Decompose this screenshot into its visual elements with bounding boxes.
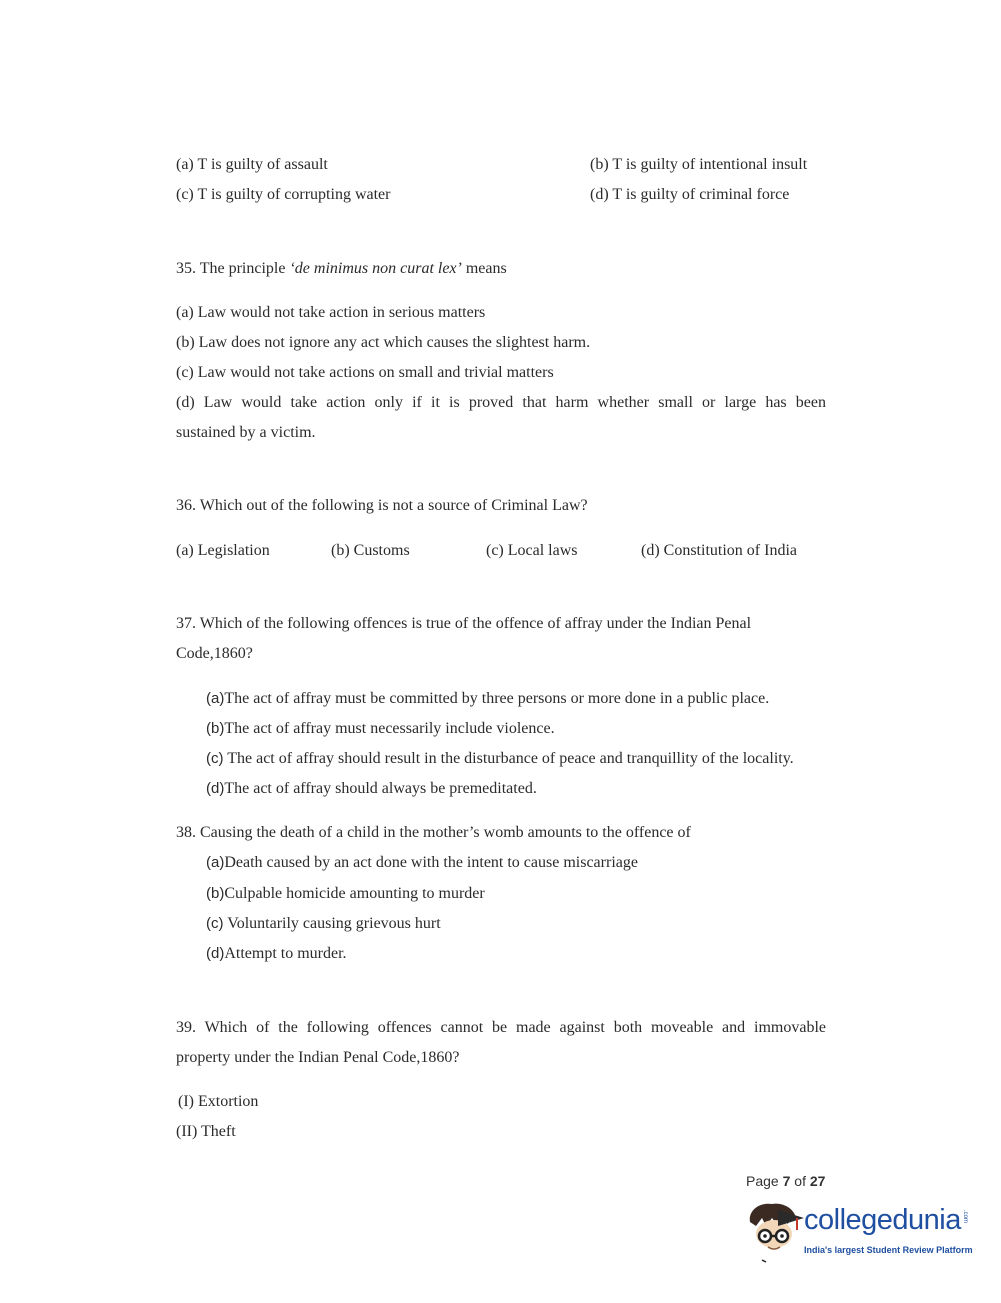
- q37-option-a: [206, 689, 769, 709]
- q37-option-c: [206, 749, 794, 769]
- q36-question: 36. Which out of the following is not a source of Criminal Law?: [176, 497, 588, 514]
- q38-option-a-label: (a): [206, 854, 225, 871]
- q35-prefix: 35. The principle: [176, 260, 290, 277]
- q35-option-c: (c) Law would not take actions on small and trivial matters: [176, 364, 554, 381]
- prev-option-c: (c) T is guilty of corrupting water: [176, 186, 391, 203]
- q38-option-c-text: Voluntarily causing grievous hurt: [223, 915, 441, 932]
- q35-question: [176, 259, 507, 279]
- brand-com: .com: [962, 1210, 968, 1224]
- q39-question-line1: 39. Which of the following offences cannot be made against both moveable and immovable: [176, 1019, 826, 1036]
- q37-option-c-text: The act of affray should result in the disturbance of peace and tranquillity of the locality.: [223, 750, 794, 767]
- q38-option-c: [206, 914, 441, 934]
- q38-option-b: [206, 884, 485, 904]
- q36-option-c: (c) Local laws: [486, 542, 578, 559]
- q37-option-d-text: The act of affray should always be premeditated.: [224, 780, 537, 797]
- q35-option-d-line1: (d) Law would take action only if it is proved that harm whether small or large has been: [176, 394, 826, 411]
- q38-option-a-text: Death caused by an act done with the intent to cause miscarriage: [224, 854, 638, 871]
- prev-option-d: (d) T is guilty of criminal force: [590, 186, 790, 203]
- mascot-icon: [744, 1200, 806, 1270]
- q36-option-a: (a) Legislation: [176, 542, 270, 559]
- q38-option-d-text: Attempt to murder.: [224, 945, 347, 962]
- q38-option-d-label: (d): [206, 945, 225, 962]
- q37-option-d-label: (d): [206, 780, 225, 797]
- q39-question-line2: property under the Indian Penal Code,1860?: [176, 1049, 460, 1066]
- q37-option-a-text: The act of affray must be committed by three persons or more done in a public place.: [224, 690, 770, 707]
- q35-suffix: means: [461, 260, 507, 277]
- page-number: [746, 1173, 825, 1189]
- q35-option-a: (a) Law would not take action in serious matters: [176, 304, 486, 321]
- q38-question: 38. Causing the death of a child in the mother’s womb amounts to the offence of: [176, 824, 691, 841]
- q37-option-a-label: (a): [206, 690, 225, 707]
- q38-option-c-label: (c): [206, 915, 224, 932]
- q37-option-d: [206, 779, 537, 799]
- page-current: 7: [782, 1173, 791, 1189]
- q39-item-i: (I) Extortion: [178, 1093, 259, 1110]
- page-mid: of: [790, 1173, 810, 1189]
- page-total: 27: [809, 1173, 826, 1189]
- collegedunia-logo: [744, 1200, 974, 1270]
- q35-latin-term: ‘de minimus non curat lex’: [289, 260, 462, 277]
- q38-option-b-label: (b): [206, 885, 225, 902]
- q38-option-a: [206, 853, 638, 873]
- q35-option-b: (b) Law does not ignore any act which causes the slightest harm.: [176, 334, 591, 351]
- q36-option-b: (b) Customs: [331, 542, 410, 559]
- q37-option-b-text: The act of affray must necessarily include violence.: [224, 720, 555, 737]
- q38-option-d: [206, 944, 347, 964]
- q39-item-ii: (II) Theft: [176, 1123, 236, 1140]
- q38-option-b-text: Culpable homicide amounting to murder: [224, 885, 485, 902]
- prev-option-b: (b) T is guilty of intentional insult: [590, 156, 808, 173]
- q35-option-d-line2: sustained by a victim.: [176, 424, 316, 441]
- q37-option-b: [206, 719, 555, 739]
- q36-option-d: (d) Constitution of India: [641, 542, 797, 559]
- brand-tagline: India's largest Student Review Platform: [804, 1245, 973, 1255]
- q37-question-line2: Code,1860?: [176, 645, 253, 662]
- q37-question-line1: 37. Which of the following offences is true of the offence of affray under the Indian Penal: [176, 615, 752, 632]
- q37-option-b-label: (b): [206, 720, 225, 737]
- brand-name: collegedunia: [804, 1204, 961, 1236]
- prev-option-a: (a) T is guilty of assault: [176, 156, 328, 173]
- q37-option-c-label: (c): [206, 750, 224, 767]
- page-prefix: Page: [746, 1173, 783, 1189]
